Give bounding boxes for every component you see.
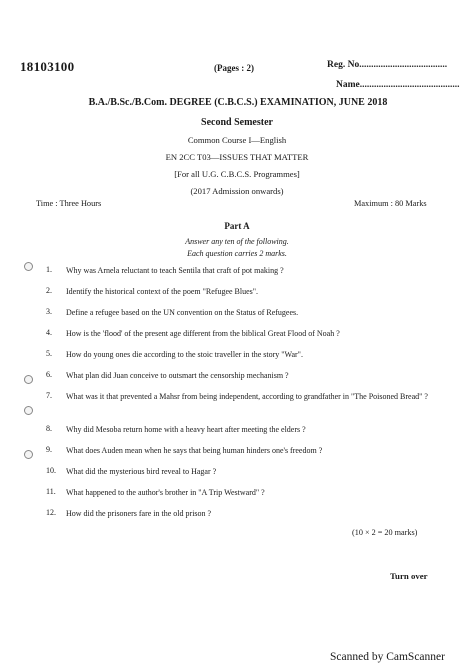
paper-code: 18103100 — [20, 59, 75, 74]
exam-title: B.A./B.Sc./B.Com. DEGREE (C.B.C.S.) EXAMINATION, JUNE 2018 — [88, 97, 388, 108]
page-count: (Pages : 2) — [214, 63, 254, 73]
question-number: 3. — [46, 307, 52, 316]
question-text: What does Auden mean when he says that being human hinders one's freedom ? — [66, 446, 323, 455]
question-number: 8. — [46, 424, 52, 433]
part-a-heading: Part A — [224, 221, 250, 231]
question-text: What did the mysterious bird reveal to Hagar ? — [66, 467, 217, 476]
question-text: Why was Arnela reluctant to teach Sentila that craft of pot making ? — [66, 266, 284, 275]
question-text: Why did Mesoba return home with a heavy heart after meeting the elders ? — [66, 425, 306, 434]
maximum-marks: Maximum : 80 Marks — [354, 199, 427, 208]
question-text: How did the prisoners fare in the old prison ? — [66, 509, 212, 518]
punch-hole — [24, 450, 33, 459]
paper-title: EN 2CC T03—ISSUES THAT MATTER — [165, 152, 309, 162]
punch-hole — [24, 375, 33, 384]
semester: Second Semester — [201, 117, 273, 128]
question-number: 2. — [46, 286, 52, 295]
admission: (2017 Admission onwards) — [190, 186, 284, 196]
reg-no-field: Reg. No..................................... — [327, 60, 448, 70]
scanner-watermark: Scanned by CamScanner — [330, 651, 445, 663]
question-text: How do young ones die according to the stoic traveller in the story "War". — [66, 350, 303, 359]
question-number: 12. — [46, 508, 56, 517]
course-name: Common Course I—English — [187, 135, 287, 145]
question-number: 11. — [46, 487, 56, 496]
programmes: [For all U.G. C.B.C.S. Programmes] — [174, 169, 300, 179]
punch-hole — [24, 262, 33, 271]
turn-over: Turn over — [390, 571, 428, 581]
question-number: 7. — [46, 391, 52, 400]
question-number: 5. — [46, 349, 52, 358]
marks-summary: (10 × 2 = 20 marks) — [352, 528, 418, 537]
instruction-line-1: Answer any ten of the following. — [185, 237, 289, 246]
question-number: 10. — [46, 466, 56, 475]
question-number: 9. — [46, 445, 52, 454]
question-number: 6. — [46, 370, 52, 379]
question-text: How is the 'flood' of the present age different from the biblical Great Flood of Noah ? — [66, 329, 340, 338]
punch-hole — [24, 406, 33, 415]
question-number: 1. — [46, 265, 52, 274]
question-text: What was it that prevented a Mahsr from being independent, according to grandfather in "The Poisoned Bread" ? — [66, 392, 428, 401]
time-allowed: Time : Three Hours — [36, 199, 102, 208]
question-text: What plan did Juan conceive to outsmart the censorship mechanism ? — [66, 371, 289, 380]
question-text: What happened to the author's brother in "A Trip Westward" ? — [66, 488, 265, 497]
name-field: Name.......................................... — [336, 80, 460, 90]
question-text: Define a refugee based on the UN convention on the Status of Refugees. — [66, 308, 299, 317]
instruction-line-2: Each question carries 2 marks. — [187, 249, 287, 258]
question-text: Identify the historical context of the poem "Refugee Blues". — [66, 287, 259, 296]
question-number: 4. — [46, 328, 52, 337]
